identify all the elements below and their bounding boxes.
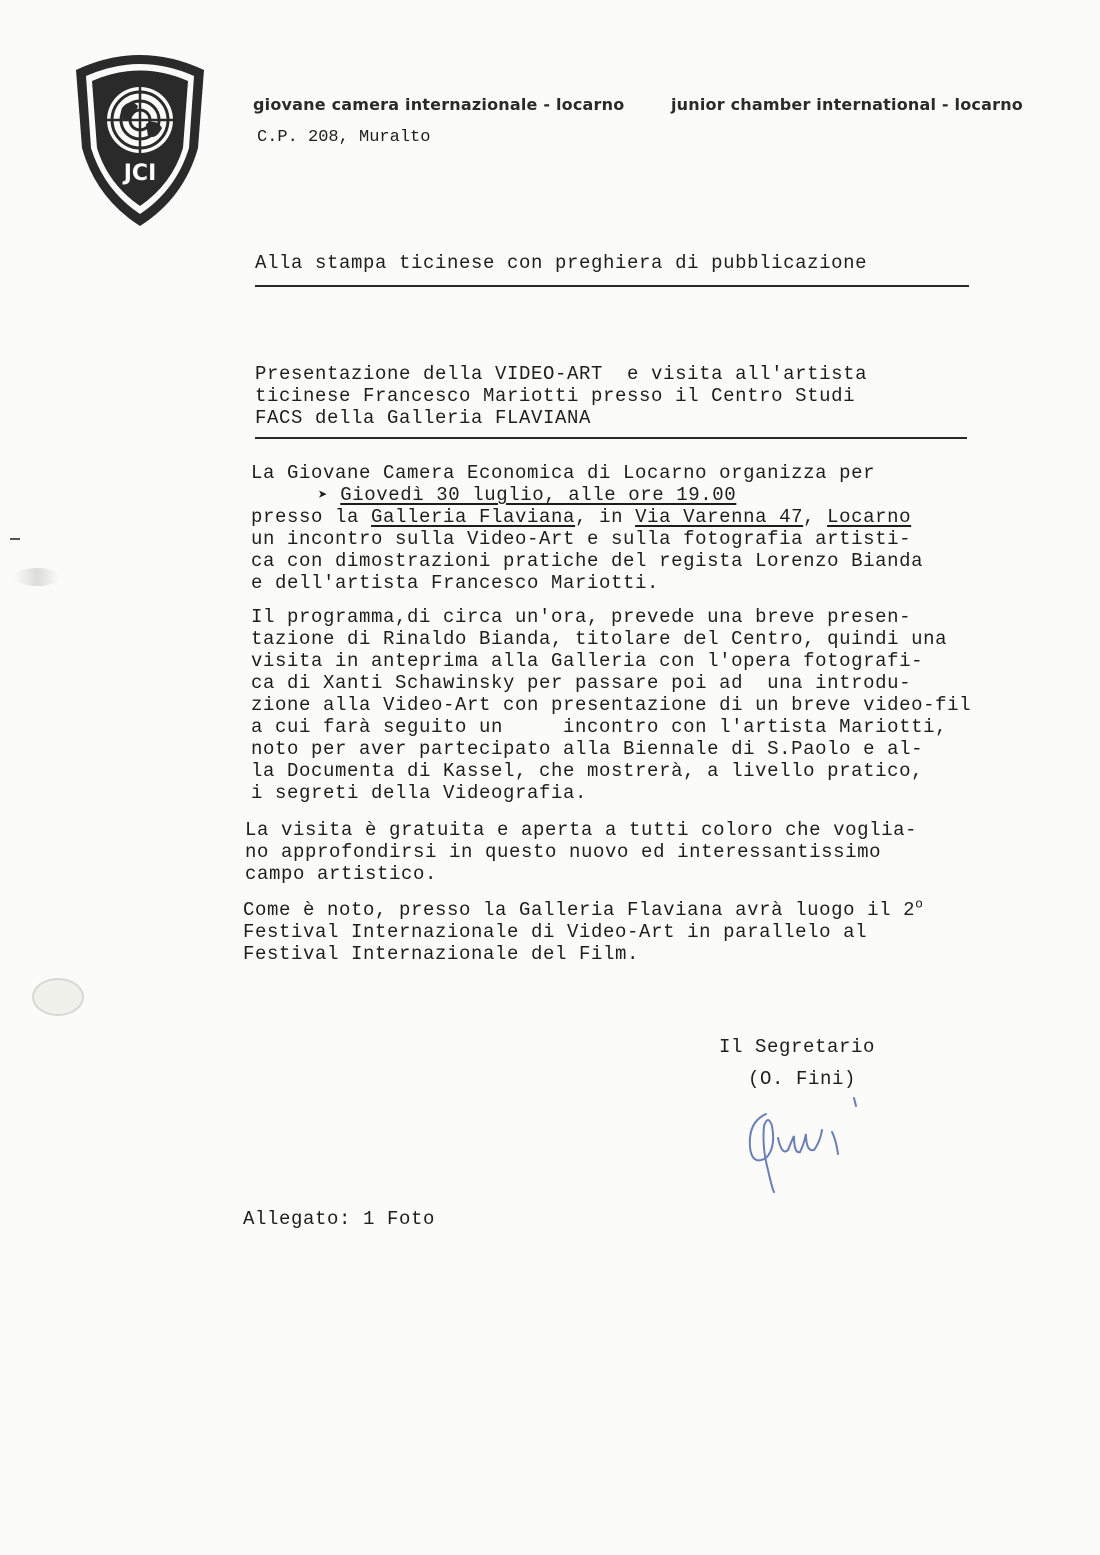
- para1-line-6: e dell'artista Francesco Mariotti.: [251, 572, 660, 594]
- para2-line-8: la Documenta di Kassel, che mostrerà, a livello pratico,: [251, 760, 924, 782]
- title-line-3: FACS della Galleria FLAVIANA: [255, 407, 592, 429]
- subject-rule: [255, 285, 969, 287]
- venue-city: Locarno: [827, 506, 912, 528]
- para2-line-6: a cui farà seguito un incontro con l'artista Mariotti,: [251, 716, 948, 738]
- para4-line-2: Festival Internazionale di Video-Art in parallelo al: [243, 921, 868, 943]
- title-line-1: Presentazione della VIDEO-ART e visita all'artista: [255, 363, 868, 385]
- para2-line-5: zione alla Video-Art con presentazione di un breve video-fil: [251, 694, 972, 716]
- para4-line-3: Festival Internazionale del Film.: [243, 943, 640, 965]
- place-mid: , in: [575, 506, 636, 528]
- para1-place-line: [251, 506, 911, 528]
- para3-line-2: no approfondirsi in questo nuovo ed interessantissimo: [245, 841, 882, 863]
- para2-line-7: noto per aver partecipato alla Biennale di S.Paolo e al-: [251, 738, 924, 760]
- signatory-name: (O. Fini): [748, 1068, 857, 1090]
- para1-line-1: La Giovane Camera Economica di Locarno organizza per: [251, 462, 876, 484]
- para2-line-2: tazione di Rinaldo Bianda, titolare del Centro, quindi una: [251, 628, 948, 650]
- arrow-icon: ➤: [318, 487, 329, 505]
- org-name-english: junior chamber international - locarno: [671, 95, 1023, 114]
- para3-line-1: La visita è gratuita e aperta a tutti coloro che voglia-: [245, 819, 918, 841]
- place-sep: ,: [803, 506, 828, 528]
- handwritten-signature: [738, 1092, 888, 1202]
- para1-line-5: ca con dimostrazioni pratiche del regista Lorenzo Bianda: [251, 550, 924, 572]
- para2-line-3: visita in anteprima alla Galleria con l'opera fotografi-: [251, 650, 924, 672]
- subject-line: Alla stampa ticinese con preghiera di pubblicazione: [255, 252, 868, 274]
- para4-line-1: [243, 896, 924, 921]
- para3-line-3: campo artistico.: [245, 863, 438, 885]
- signatory-role: Il Segretario: [719, 1036, 876, 1058]
- ordinal-superscript: o: [915, 896, 924, 912]
- para4-line-1-text: Come è noto, presso la Galleria Flaviana avrà luogo il 2: [243, 899, 916, 921]
- logo-text: JCI: [123, 161, 157, 186]
- para2-line-4: ca di Xanti Schawinsky per passare poi ad una introdu-: [251, 672, 912, 694]
- org-name-italian: giovane camera internazionale - locarno: [253, 95, 625, 114]
- venue-name: Galleria Flaviana: [371, 506, 576, 528]
- punch-hole: [32, 978, 84, 1016]
- postal-address: C.P. 208, Muralto: [257, 128, 431, 147]
- venue-street: Via Varenna 47: [635, 506, 804, 528]
- para1-line-4: un incontro sulla Video-Art e sulla fotografia artisti-: [251, 528, 912, 550]
- margin-mark: [10, 538, 20, 540]
- place-prefix: presso la: [251, 506, 372, 528]
- event-date: Giovedì 30 luglio, alle ore 19.00: [340, 484, 737, 506]
- title-line-2: ticinese Francesco Mariotti presso il Centro Studi: [255, 385, 856, 407]
- attachment-note: Allegato: 1 Foto: [243, 1208, 436, 1230]
- title-rule: [255, 437, 967, 439]
- para2-line-1: Il programma,di circa un'ora, prevede una breve presen-: [251, 606, 912, 628]
- para1-date-line: [318, 484, 736, 507]
- para2-line-9: i segreti della Videografia.: [251, 782, 588, 804]
- paper-streak: [14, 568, 60, 586]
- jci-logo: [72, 48, 208, 230]
